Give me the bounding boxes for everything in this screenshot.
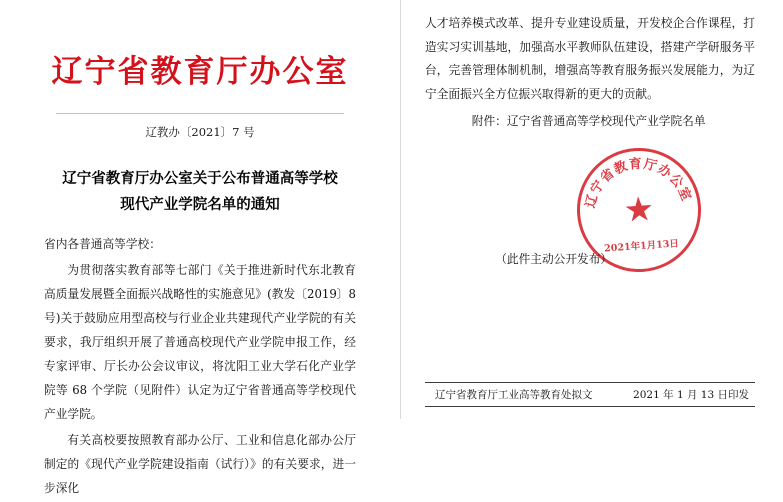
footer-divider-bottom	[425, 406, 755, 407]
attachment-line: 附件：辽宁省普通高等学校现代产业学院名单	[471, 114, 706, 128]
footer-drafting-unit: 辽宁省教育厅工业高等教育处拟文	[435, 389, 593, 401]
public-release-note: （此件主动公开发布）	[495, 252, 613, 266]
footer-divider-top	[425, 382, 755, 383]
body-paragraph-2: 有关高校要按照教育部办公厅、工业和信息化部办公厅制定的《现代产业学院建设指南（试行）》的有关要求，进一步深化	[44, 433, 356, 495]
official-seal: 辽宁省教育厅办公室 ★ 2021年1月13日	[573, 144, 705, 276]
page-title: 辽宁省教育厅办公室	[51, 54, 349, 90]
subject-line-2: 现代产业学院名单的通知	[120, 196, 280, 213]
salutation: 省内各普通高等学校：	[44, 237, 161, 251]
header-divider	[56, 113, 344, 114]
document-body-left	[44, 232, 356, 502]
document-body-right	[425, 12, 755, 106]
body-paragraph-1: 为贯彻落实教育部等七部门《关于推进新时代东北教育高质量发展暨全面振兴战略性的实施意见》(教发〔2019〕8 号)关于鼓励应用型高校与行业企业共建现代产业学院的有关要求，我厅组织开展了普通高校现代产业学院申报工作，经专家评审、厅长办公会议审议，将沈阳工业大学石化产业学院等 68 个学院（见附件）认定为辽宁省普通高等学校现代产业学院。	[44, 263, 356, 421]
document-right-page	[400, 0, 783, 419]
footer-print-date: 2021 年 1 月 13 日印发	[633, 389, 749, 401]
body-paragraph-3: 人才培养模式改革、提升专业建设质量，开发校企合作课程，打造实习实训基地，加强高水平教师队伍建设，搭建产学研服务平台，完善管理体制机制，增强高等教育服务振兴发展能力，为辽宁全面振兴全方位振兴取得新的更大的贡献。	[425, 16, 755, 101]
document-subject	[44, 166, 356, 218]
document-number: 辽教办〔2021〕7 号	[145, 125, 255, 139]
subject-line-1: 辽宁省教育厅办公室关于公布普通高等学校	[62, 170, 338, 187]
svg-text:辽宁省教育厅办公室: 辽宁省教育厅办公室	[583, 156, 694, 210]
seal-date: 2021年1月13日	[603, 238, 680, 255]
